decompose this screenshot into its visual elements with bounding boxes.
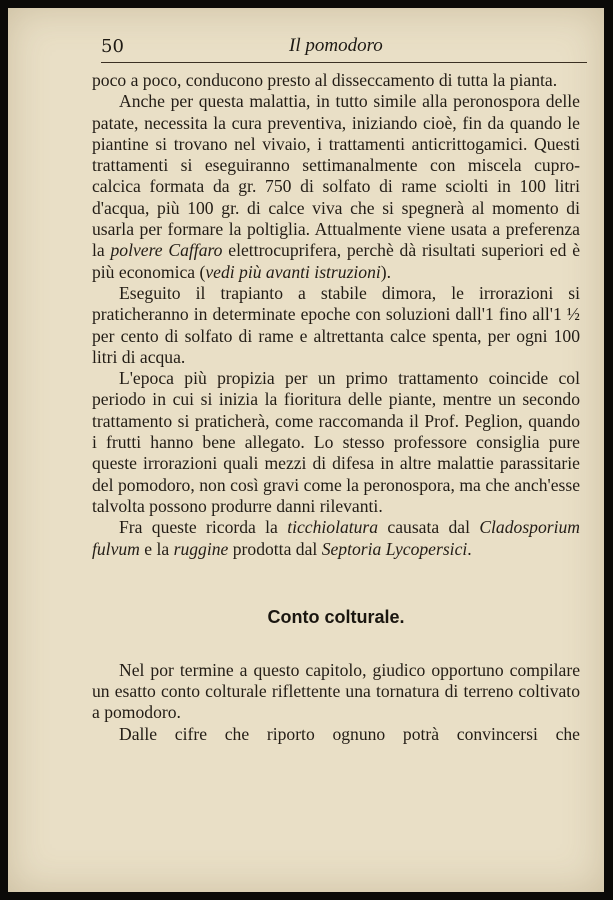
italic-species: Septoria Lycopersici [321,538,468,559]
paragraph-text: causata dal [387,517,470,538]
italic-reference: vedi più avanti istruzioni [205,261,381,282]
running-title: Il pomodoro [289,35,383,56]
paragraph-timing: L'epoca più propizia per un primo trattamento coincide col periodo in cui si inizia la fioritura delle piante, mentre un secondo trattamento si praticherà, come raccomanda il Prof. Peglion, quando i frutti hanno bene allegato. Lo stesso professore consiglia pure queste irrorazioni quali mezzi di difesa in altre malattie parassitarie del pomodoro, non così gravi come la peronospora, ma che anch'esse talvolta possono produrre danni rilevanti. [92,368,580,516]
paragraph-figures: Dalle cifre che riporto ognuno potrà convincersi che [119,723,580,744]
paragraph-continuation: poco a poco, conducono presto al disseccamento di tutta la pianta. [92,70,558,90]
paragraph-text: e la [144,538,170,559]
paragraph-text: Fra queste ricorda la [119,517,278,538]
italic-species: Cladosporium fulvum [92,517,581,559]
paragraph-treatment [92,91,580,283]
paragraph-text: ). [380,261,392,282]
paragraph-transplant: Eseguito il trapianto a stabile dimora, le irrorazioni si praticheranno in determinate epoche con soluzioni dall'1 fino all'1 ½ per cento di solfato di rame e altrettanta calce spenta, per ogni 100 litri di acqua. [92,282,580,367]
running-header [101,34,587,63]
paragraph-text: Anche per questa malattia, in tutto simile alla peronospora delle patate, necessita la cura preventiva, iniziando cioè, fin da quando le piantine si trovano nel vivaio, i trattamenti anticrittogamici. Questi trattamenti si eseguiranno settimanalmente con miscela cupro-calcica formata da gr. 750 di solfato di rame sciolti in 100 litri d'acqua, più 100 gr. di calce viva che si spegnerà al momento di usarla per formare la poltiglia. Attualmente viene usata a preferenza la [92,91,580,261]
page-number: 50 [101,36,124,57]
page-body [92,70,580,745]
section-heading: Conto colturale. [267,606,405,627]
paragraph-text: prodotta dal [232,538,318,559]
paragraph-text: . [467,538,472,559]
italic-term: ticchiolatura [287,517,379,538]
italic-term: ruggine [173,538,229,559]
paragraph-intro: Nel por termine a questo capitolo, giudico opportuno compilare un esatto conto colturale riflettente una tornatura di terreno coltivato a pomodoro. [92,659,580,723]
paragraph-text: elettrocuprifera, perchè dà risultati superiori ed è più economica ( [92,240,580,282]
paragraph-diseases [92,517,580,560]
italic-term: polvere Caffaro [110,240,223,261]
